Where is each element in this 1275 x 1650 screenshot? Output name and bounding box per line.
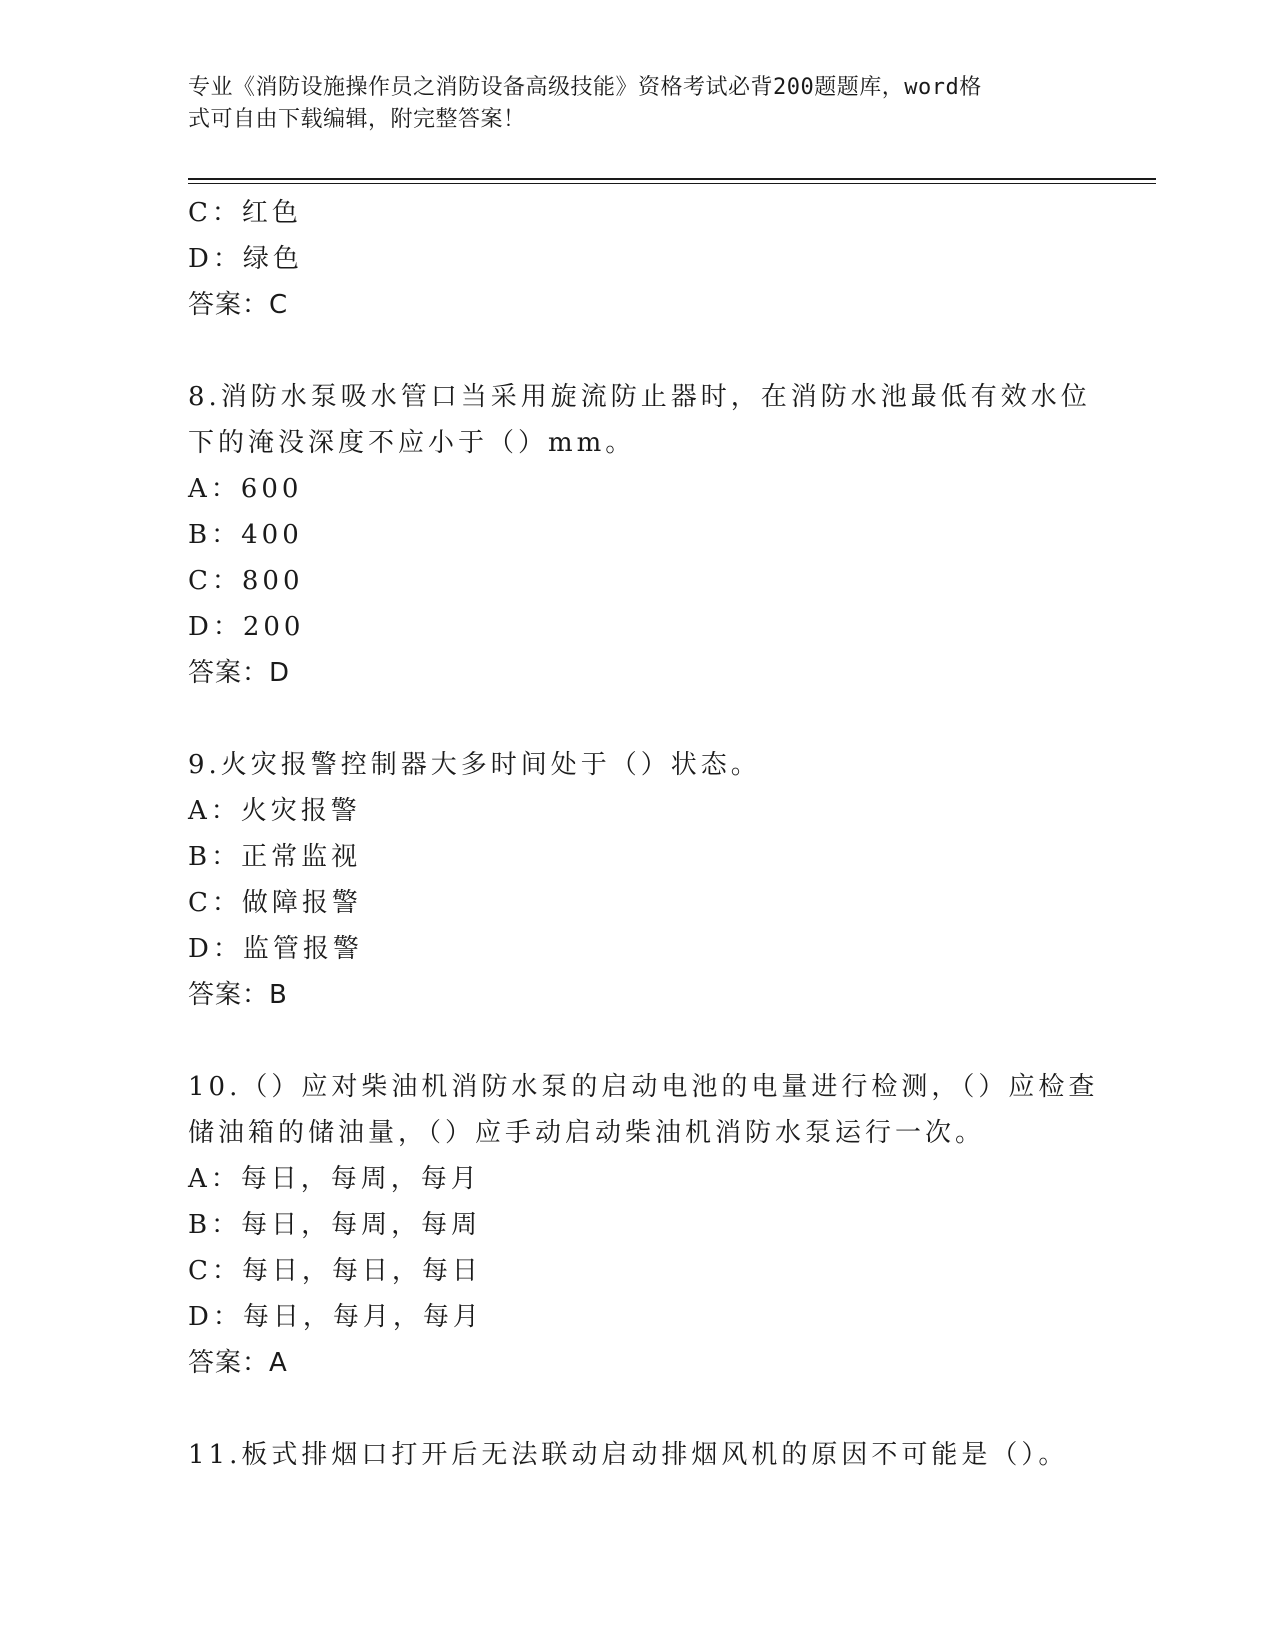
question-stem-line-2: 储油箱的储油量，（）应手动启动柴油机消防水泵运行一次。 xyxy=(188,1118,986,1148)
answer-line: 答案：C xyxy=(188,290,289,320)
option-a: A：每日，每周，每月 xyxy=(188,1164,481,1194)
question-11 xyxy=(188,1432,1088,1478)
option-a: A：600 xyxy=(188,474,303,504)
spacer xyxy=(188,696,1088,742)
question-7-tail xyxy=(188,190,1088,328)
header-divider-thin xyxy=(188,183,1156,184)
header-title-line-2: 式可自由下载编辑，附完整答案！ xyxy=(188,107,526,132)
answer-line: 答案：B xyxy=(188,980,288,1010)
question-10 xyxy=(188,1064,1099,1386)
option-a: A：火灾报警 xyxy=(188,796,361,826)
header-title-line-1: 专业《消防设施操作员之消防设备高级技能》资格考试必背200题题库，word格 xyxy=(188,75,982,100)
option-b: B：400 xyxy=(188,520,303,550)
option-c: C：做障报警 xyxy=(188,888,362,918)
spacer xyxy=(188,1386,1088,1432)
option-d: D：每日，每月，每月 xyxy=(188,1302,483,1332)
question-stem-line-2: 下的淹没深度不应小于（）mm。 xyxy=(188,428,636,458)
option-d: D：200 xyxy=(188,612,305,642)
spacer xyxy=(188,328,1088,374)
question-stem-line-1: 9.火灾报警控制器大多时间处于（）状态。 xyxy=(188,750,761,780)
question-9 xyxy=(188,742,1088,1018)
option-b: B：正常监视 xyxy=(188,842,362,872)
document-header xyxy=(188,72,1068,136)
option-d: D：监管报警 xyxy=(188,934,363,964)
question-stem-line-1: 8.消防水泵吸水管口当采用旋流防止器时，在消防水池最低有效水位 xyxy=(188,382,1091,412)
question-stem-line-1: 11.板式排烟口打开后无法联动启动排烟风机的原因不可能是（）。 xyxy=(188,1440,1069,1470)
question-8 xyxy=(188,374,1091,696)
option-b: B：每日，每周，每周 xyxy=(188,1210,482,1240)
question-list xyxy=(188,190,1099,1478)
answer-line: 答案：A xyxy=(188,1348,288,1378)
option-c: C：800 xyxy=(188,566,304,596)
header-divider-thick xyxy=(188,178,1156,180)
answer-line: 答案：D xyxy=(188,658,291,688)
question-stem-line-1: 10.（）应对柴油机消防水泵的启动电池的电量进行检测，（）应检查 xyxy=(188,1072,1099,1102)
spacer xyxy=(188,1018,1088,1064)
option-c: C：红色 xyxy=(188,198,302,228)
option-c: C：每日，每日，每日 xyxy=(188,1256,482,1286)
option-d: D：绿色 xyxy=(188,244,303,274)
